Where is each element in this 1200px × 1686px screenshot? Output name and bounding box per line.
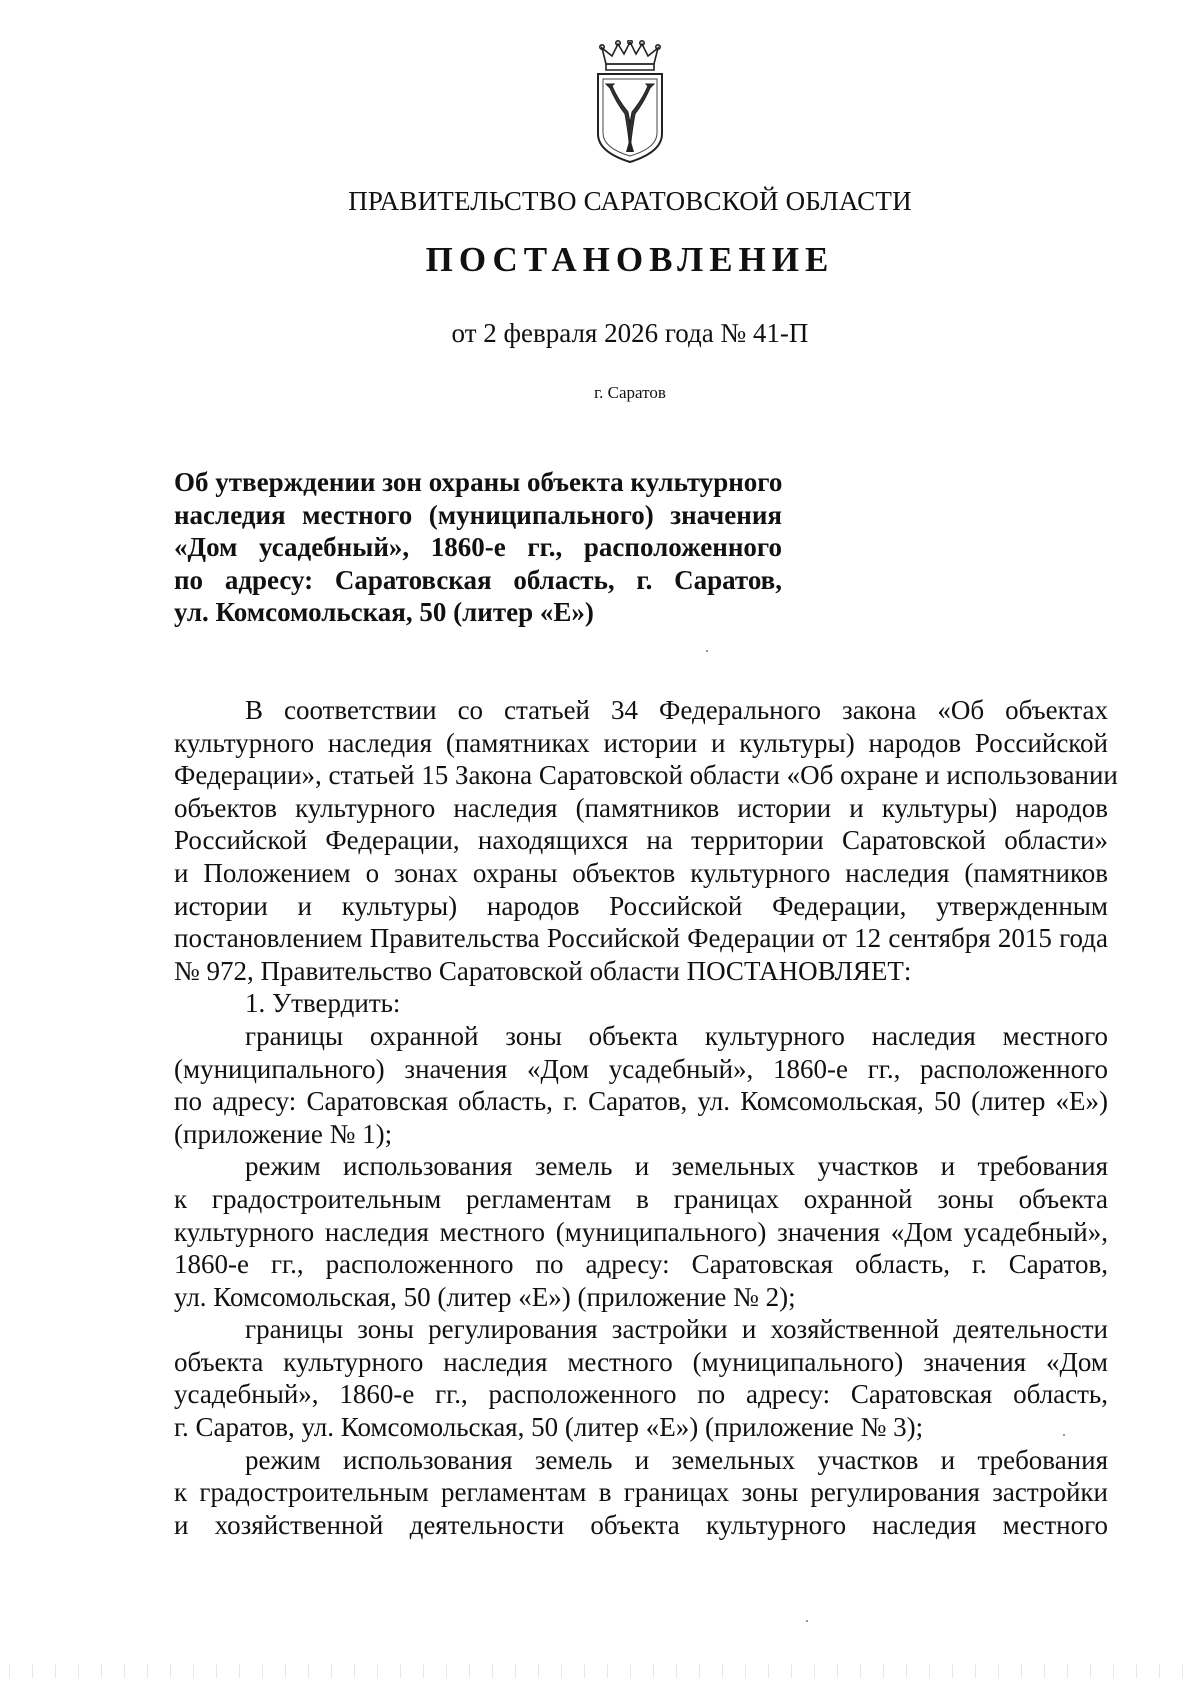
scan-edge-noise: [0, 1664, 1200, 1678]
body-line: Федерации», статьей 15 Закона Саратовской области «Об охране и использовании: [174, 760, 1118, 791]
document-date-number: от 2 февраля 2026 года № 41-П: [451, 318, 809, 348]
title-line: ул. Комсомольская, 50 (литер «Е»): [174, 597, 594, 627]
body-line: (приложение № 1);: [174, 1118, 393, 1149]
title-line: наследия местного (муниципального) значения: [174, 499, 782, 530]
body-line: Российской Федерации, находящихся на территории Саратовской области»: [174, 825, 1108, 856]
body-line: В соответствии со статьей 34 Федерального закона «Об объектах: [245, 695, 1108, 725]
title-line: «Дом усадебный», 1860-е гг., расположенного: [174, 532, 782, 562]
scan-speck: [1063, 1434, 1065, 1436]
document-title: [174, 466, 782, 629]
body-line: объектов культурного наследия (памятников истории и культуры) народов: [174, 792, 1108, 823]
body-line: ул. Комсомольская, 50 (литер «Е») (приложение № 2);: [174, 1281, 796, 1312]
body-line: культурного наследия местного (муниципального) значения «Дом усадебный»,: [174, 1216, 1108, 1247]
body-line: режим использования земель и земельных участков и требования: [245, 1151, 1108, 1182]
body-line: границы зоны регулирования застройки и хозяйственной деятельности: [245, 1314, 1108, 1345]
body-line: (муниципального) значения «Дом усадебный», 1860-е гг., расположенного: [174, 1053, 1108, 1084]
document-type: ПОСТАНОВЛЕНИЕ: [425, 240, 835, 279]
body-line: 1860-е гг., расположенного по адресу: Саратовская область, г. Саратов,: [174, 1249, 1108, 1280]
coat-of-arms-icon: [592, 40, 668, 166]
title-line: Об утверждении зон охраны объекта культурного: [174, 467, 783, 497]
body-line: истории и культуры) народов Российской Федерации, утвержденным: [174, 890, 1108, 921]
body-line: к градостроительным регламентам в границах охранной зоны объекта: [174, 1183, 1108, 1214]
scan-speck: [806, 1620, 808, 1622]
body-line: усадебный», 1860-е гг., расположенного по адресу: Саратовская область,: [174, 1379, 1108, 1410]
body-line: и хозяйственной деятельности объекта культурного наследия местного: [174, 1509, 1108, 1540]
body-line: границы охранной зоны объекта культурного наследия местного: [245, 1020, 1108, 1051]
body-line: режим использования земель и земельных участков и требования: [245, 1444, 1108, 1475]
body-line: г. Саратов, ул. Комсомольская, 50 (литер «Е») (приложение № 3);: [174, 1412, 924, 1443]
body-line: и Положением о зонах охраны объектов культурного наследия (памятников: [174, 857, 1108, 888]
body-line: объекта культурного наследия местного (муниципального) значения «Дом: [174, 1346, 1108, 1377]
body-line: 1. Утвердить:: [245, 988, 401, 1019]
body-line: по адресу: Саратовская область, г. Саратов, ул. Комсомольская, 50 (литер «Е»): [174, 1086, 1108, 1117]
body-line: к градостроительным регламентам в границах зоны регулирования застройки: [174, 1477, 1108, 1508]
body-line: № 972, Правительство Саратовской области ПОСТАНОВЛЯЕТ:: [174, 955, 912, 986]
document-city: г. Саратов: [594, 383, 666, 402]
scan-speck: [706, 650, 708, 652]
government-name: ПРАВИТЕЛЬСТВО САРАТОВСКОЙ ОБЛАСТИ: [348, 186, 912, 216]
title-line: по адресу: Саратовская область, г. Саратов,: [174, 564, 782, 595]
body-line: культурного наследия (памятниках истории и культуры) народов Российской: [174, 727, 1108, 758]
body-line: постановлением Правительства Российской Федерации от 12 сентября 2015 года: [174, 923, 1108, 954]
document-body: [174, 694, 1118, 1541]
